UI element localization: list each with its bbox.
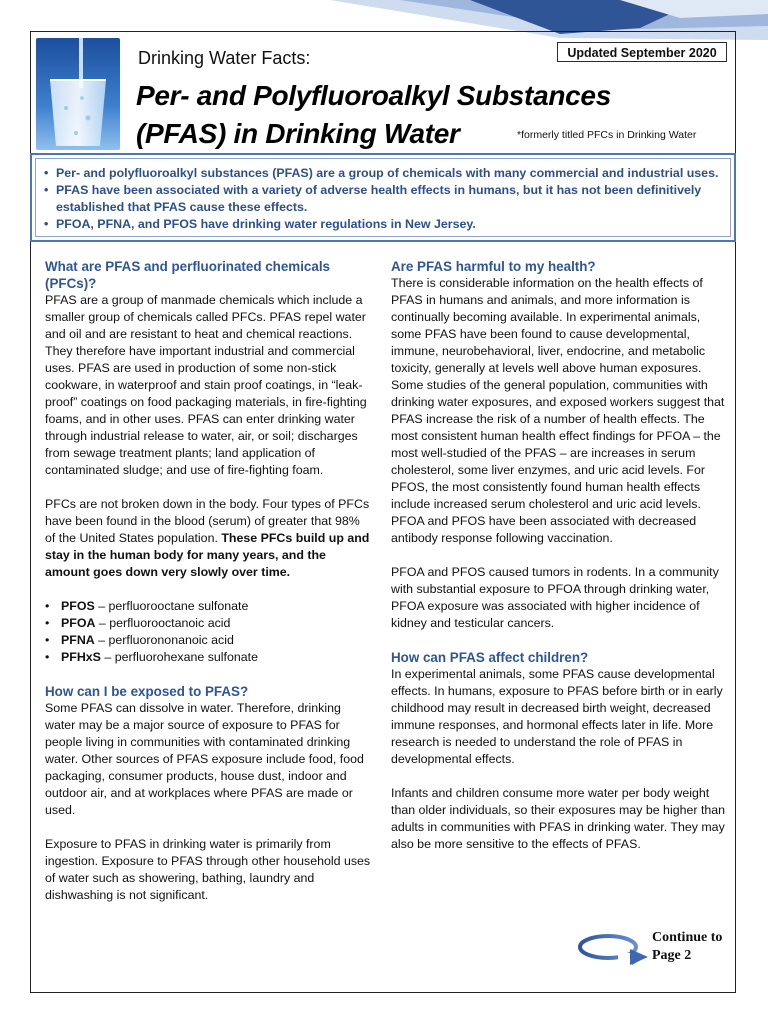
summary-item: • Per- and polyfluoroalkyl substances (PFAS) are a group of chemicals with many commercial and industrial uses. xyxy=(44,165,732,182)
pfc-name: – perfluorononanoic acid xyxy=(94,633,234,647)
pfc-list xyxy=(45,598,373,666)
left-column xyxy=(45,258,373,904)
pfc-abbr: PFOA xyxy=(61,616,96,630)
pfc-name: – perfluorooctanoic acid xyxy=(95,616,231,630)
continue-label xyxy=(652,929,722,965)
formerly-titled-note: *formerly titled PFCs in Drinking Water xyxy=(517,129,697,141)
pfc-name: – perfluorooctane sulfonate xyxy=(94,599,249,613)
supertitle: Drinking Water Facts: xyxy=(138,48,311,68)
pfc-abbr: PFNA xyxy=(61,633,95,647)
right-column xyxy=(391,258,731,853)
section-heading-exposure: How can I be exposed to PFAS? xyxy=(45,684,249,699)
curved-arrow-icon xyxy=(574,927,650,971)
updated-date-badge: Updated September 2020 xyxy=(557,42,727,62)
paragraph xyxy=(45,496,373,581)
section-heading-children: How can PFAS affect children? xyxy=(391,650,589,665)
paragraph: Infants and children consume more water per body weight than older individuals, so their exposures may be higher than adults in communities with PFAS in drinking water. They may also be more sensitive to the effects of PFAS. xyxy=(391,786,726,851)
paragraph-text: PFCs are not broken down in the body. Four types of PFCs have been found in the blood (serum) of greater that 98% of the United States population. xyxy=(45,497,370,545)
paragraph-bold-text: These PFCs build up and stay in the human body for many years, and the amount goes down very slowly over time. xyxy=(45,531,370,579)
pfc-abbr: PFHxS xyxy=(61,650,101,664)
continue-to-page-2-link[interactable] xyxy=(574,927,734,971)
pfc-abbr: PFOS xyxy=(61,599,95,613)
summary-item: • PFAS have been associated with a variety of adverse health effects in humans, but it has not been definitively established that PFAS cause these effects. xyxy=(44,182,732,216)
summary-list xyxy=(44,165,732,233)
paragraph: PFOA and PFOS caused tumors in rodents. In a community with substantial exposure to PFOA through drinking water, PFOA exposure was associated with higher incidence of kidney and testicular cancers. xyxy=(391,565,719,630)
section-heading-health: Are PFAS harmful to my health? xyxy=(391,259,596,274)
list-item xyxy=(45,649,373,666)
page-title-line1: Per- and Polyfluoroalkyl Substances xyxy=(136,80,611,111)
page-title-line2: (PFAS) in Drinking Water xyxy=(136,118,460,149)
paragraph: Exposure to PFAS in drinking water is primarily from ingestion. Exposure to PFAS through other household uses of water such as showering, bathing, laundry and dishwashing is not significant. xyxy=(45,837,371,902)
paragraph: There is considerable information on the health effects of PFAS in humans and animals, and more information is continually becoming available. In experimental animals, some PFAS have been found to cause developmental, immune, neurobehavioral, liver, endocrine, and metabolic toxicity, generally at levels well above human exposures. Some studies of the general population, communities with drinking water exposures, and exposed workers suggest that PFAS increase the risk of a number of health effects. The most consistent human health effect findings for PFOA – the most well-studied of the PFAS – are increases in serum cholesterol, some liver enzymes, and uric acid levels. For PFOS, the most consistently found human health effects include increased serum cholesterol and uric acid levels. PFOA and PFOS have been associated with decreased antibody response following vaccination. xyxy=(391,276,725,545)
paragraph: In experimental animals, some PFAS cause developmental effects. In humans, exposure to PFAS before birth or in early childhood may result in decreased birth weight, decreased immune responses, and hormonal effects later in life. More research is needed to understand the role of PFAS in developmental effects. xyxy=(391,667,723,766)
pfc-name: – perfluorohexane sulfonate xyxy=(100,650,258,664)
list-item xyxy=(45,598,373,615)
summary-box xyxy=(30,153,736,242)
continue-line2: Page 2 xyxy=(652,948,692,963)
paragraph: PFAS are a group of manmade chemicals which include a smaller group of chemicals called PFCs. PFAS repel water and oil and are resistant to heat and chemical reactions. They therefore have important industrial and commercial uses. PFAS are used in production of some non-stick cookware, in waterproof and stain proof coatings, in “leak-proof” coatings on food packaging materials, in fire-fighting foams, and in other uses. PFAS can enter drinking water through industrial release to water, air, or soil; discharges from sewage treatment plants; land application of contaminated sludge; and use of fire-fighting foam. xyxy=(45,293,367,477)
continue-line1: Continue to xyxy=(652,930,723,945)
summary-item: • PFOA, PFNA, and PFOS have drinking water regulations in New Jersey. xyxy=(44,216,732,233)
water-glass-image xyxy=(36,38,120,150)
paragraph: Some PFAS can dissolve in water. Therefore, drinking water may be a major source of exposure to PFAS for people living in communities with contaminated drinking water. Other sources of PFAS exposure include food, food packaging, consumer products, house dust, indoor and outdoor air, and at workplaces where PFAS are made or used. xyxy=(45,701,364,817)
list-item xyxy=(45,632,373,649)
section-heading-what-are-pfas: What are PFAS and perfluorinated chemicals (PFCs)? xyxy=(45,259,330,291)
list-item xyxy=(45,615,373,632)
